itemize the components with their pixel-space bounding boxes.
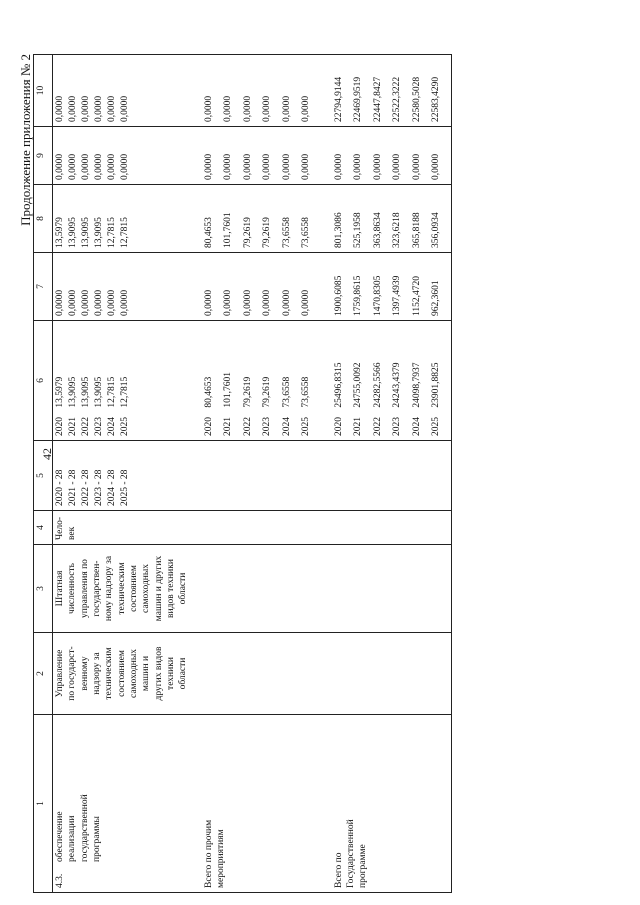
value: 0,0000	[81, 95, 91, 122]
year: 2025	[431, 417, 442, 436]
value: 0,0000	[94, 95, 104, 122]
text-line: области	[178, 657, 189, 690]
value: 0,0000	[120, 153, 130, 180]
text-line: техническим	[104, 647, 115, 700]
other-values-cell	[53, 55, 191, 127]
column-header: 3	[34, 545, 53, 633]
value: 22583,4290	[431, 76, 442, 122]
value: 2023 - 28	[94, 469, 104, 506]
value: 101,7601	[223, 212, 234, 248]
empty-cell	[191, 633, 321, 715]
table-row	[191, 55, 321, 893]
text-line: самоходных	[129, 649, 140, 698]
year: 2022	[372, 417, 383, 436]
year: 2024	[107, 417, 117, 436]
executor-cell	[53, 633, 191, 715]
text-line: Всего по прочим	[203, 819, 214, 888]
value: 12,7815	[107, 376, 117, 408]
column-header: 8	[34, 185, 53, 253]
local-values-cell	[321, 127, 452, 185]
value: 80,4653	[203, 217, 214, 248]
year: 2021	[68, 417, 78, 436]
text-line: ному надзору за	[104, 555, 115, 622]
table-row	[321, 55, 452, 893]
indicator-cell	[53, 545, 191, 633]
text-line: техники	[166, 657, 177, 690]
label-cell	[321, 715, 452, 893]
target-values-cell	[53, 441, 191, 511]
text-line: управления по	[79, 559, 90, 618]
value: 0,0000	[262, 153, 273, 180]
text-line: самоходных	[141, 564, 152, 613]
other-values-cell	[191, 55, 321, 127]
page-number: 42	[40, 448, 54, 460]
unit-cell	[53, 511, 191, 545]
value: 12,7815	[120, 217, 130, 248]
value: 0,0000	[223, 95, 234, 122]
value: 13,9095	[81, 217, 91, 248]
value: 0,0000	[120, 95, 130, 122]
local-values-cell	[191, 127, 321, 185]
value: 13,9095	[81, 376, 91, 408]
value: 0,0000	[68, 153, 78, 180]
value: 0,0000	[94, 153, 104, 180]
value: 2021 - 28	[68, 469, 78, 506]
value: 22469,9519	[353, 76, 364, 122]
regional-values-cell	[321, 185, 452, 253]
year: 2023	[94, 417, 104, 436]
empty-cell	[321, 545, 452, 633]
text-line: мероприятиям	[216, 829, 227, 888]
value: 0,0000	[301, 153, 312, 180]
value: 0,0000	[353, 153, 364, 180]
column-header: 1	[34, 715, 53, 893]
item-text	[54, 794, 103, 862]
text-line: государственной	[79, 794, 90, 862]
value: 0,0000	[333, 153, 344, 180]
text-line: венному	[79, 656, 90, 691]
column-header: 6	[34, 321, 53, 441]
other-values-cell	[321, 55, 452, 127]
text-line: области	[178, 572, 189, 605]
value: 12,7815	[120, 376, 130, 408]
value: 24282,5566	[372, 362, 383, 408]
year: 2021	[353, 417, 364, 436]
text-line: Штатная	[55, 570, 65, 607]
text-line: реализации	[67, 815, 78, 862]
value: 1470,8305	[372, 275, 383, 316]
value: 801,3086	[333, 212, 344, 248]
value: 13,9095	[68, 217, 78, 248]
value: 1397,4939	[392, 275, 403, 316]
text-line: Управление	[55, 649, 65, 698]
value: 0,0000	[55, 153, 65, 180]
empty-cell	[321, 511, 452, 545]
appendix-note: Продолжение приложения № 2	[18, 54, 33, 226]
value: 73,6558	[301, 217, 312, 248]
regional-values-cell	[53, 185, 191, 253]
value: 525,1958	[353, 212, 364, 248]
value: 0,0000	[203, 289, 214, 316]
label-cell	[191, 715, 321, 893]
regional-values-cell	[191, 185, 321, 253]
value: 25496,8315	[333, 362, 344, 408]
value: 356,0934	[431, 212, 442, 248]
text-line: по государст-	[67, 646, 78, 701]
value: 0,0000	[301, 95, 312, 122]
federal-values-cell	[191, 253, 321, 321]
value: 13,5979	[55, 217, 65, 248]
value: 2020 - 28	[55, 469, 65, 506]
value: 13,9095	[68, 376, 78, 408]
value: 0,0000	[411, 153, 422, 180]
local-values-cell	[53, 127, 191, 185]
value: 80,4653	[203, 376, 214, 408]
text-line: программы	[92, 816, 103, 862]
year: 2020	[55, 417, 65, 436]
value: 0,0000	[107, 289, 117, 316]
value: 1152,4720	[411, 275, 422, 316]
value: 0,0000	[242, 95, 253, 122]
value: 79,2619	[262, 217, 273, 248]
value: 79,2619	[262, 376, 273, 408]
empty-cell	[191, 511, 321, 545]
value: 0,0000	[281, 289, 292, 316]
year: 2024	[281, 417, 292, 436]
federal-values-cell	[321, 253, 452, 321]
value: 22580,5028	[411, 76, 422, 122]
value: 363,8634	[372, 212, 383, 248]
value: 0,0000	[81, 289, 91, 316]
value: 0,0000	[281, 95, 292, 122]
value: 2025 - 28	[120, 469, 130, 506]
value: 0,0000	[203, 153, 214, 180]
column-header: 5	[34, 441, 53, 511]
value: 0,0000	[262, 95, 273, 122]
value: 0,0000	[223, 289, 234, 316]
value: 24755,0092	[353, 362, 364, 408]
value: 0,0000	[55, 95, 65, 122]
text-line: Всего по	[333, 852, 344, 888]
value: 365,8188	[411, 212, 422, 248]
value: 73,6558	[281, 217, 292, 248]
program-table	[33, 54, 452, 893]
column-header: 10	[34, 55, 53, 127]
value: 962,3601	[431, 280, 442, 316]
text-line: обеспечение	[55, 811, 65, 862]
empty-cell	[321, 633, 452, 715]
year: 2022	[242, 417, 253, 436]
value: 0,0000	[81, 153, 91, 180]
text-line: государствен-	[92, 560, 103, 617]
value: 24098,7937	[411, 362, 422, 408]
text-line: техническим	[116, 562, 127, 615]
table-row	[53, 55, 191, 893]
item-cell	[53, 715, 191, 893]
value: 2024 - 28	[107, 469, 117, 506]
header-row	[34, 55, 53, 893]
value: 0,0000	[242, 153, 253, 180]
text-line: Чело-	[55, 516, 65, 540]
text-line: машин и	[141, 655, 152, 692]
value: 13,5979	[55, 376, 65, 408]
value: 12,7815	[107, 217, 117, 248]
value: 22522,3222	[392, 76, 403, 122]
year: 2023	[392, 417, 403, 436]
value: 0,0000	[94, 289, 104, 316]
value: 0,0000	[68, 289, 78, 316]
value: 0,0000	[372, 153, 383, 180]
empty-cell	[191, 545, 321, 633]
text-line: Государственной	[346, 819, 357, 888]
total-values-cell	[321, 321, 452, 441]
value: 0,0000	[120, 289, 130, 316]
value: 73,6558	[281, 376, 292, 408]
text-line: других видов	[153, 646, 164, 701]
text-line: состоянием	[129, 565, 140, 612]
year: 2024	[411, 417, 422, 436]
text-line: численность	[67, 563, 78, 614]
year: 2023	[262, 417, 273, 436]
value: 0,0000	[55, 289, 65, 316]
value: 1759,8615	[353, 275, 364, 316]
value: 0,0000	[431, 153, 442, 180]
value: 101,7601	[223, 372, 234, 408]
text-line: надзору за	[92, 652, 103, 695]
column-header: 9	[34, 127, 53, 185]
value: 13,9095	[94, 217, 104, 248]
value: 22794,9144	[333, 76, 344, 122]
value: 2022 - 28	[81, 469, 91, 506]
value: 79,2619	[242, 376, 253, 408]
value: 22447,8427	[372, 76, 383, 122]
text-line: состоянием	[116, 650, 127, 697]
value: 0,0000	[107, 95, 117, 122]
text-line: век	[67, 526, 78, 540]
column-header: 4	[34, 511, 53, 545]
value: 0,0000	[107, 153, 117, 180]
text-line: программе	[358, 844, 369, 888]
value: 0,0000	[242, 289, 253, 316]
value: 0,0000	[392, 153, 403, 180]
value: 79,2619	[242, 217, 253, 248]
value: 23901,8825	[431, 362, 442, 408]
value: 13,9095	[94, 376, 104, 408]
value: 0,0000	[262, 289, 273, 316]
year: 2022	[81, 417, 91, 436]
column-header: 2	[34, 633, 53, 715]
value: 1900,6085	[333, 275, 344, 316]
column-header: 7	[34, 253, 53, 321]
total-values-cell	[53, 321, 191, 441]
text-line: машин и других	[153, 555, 164, 622]
value: 0,0000	[203, 95, 214, 122]
text-line: видов техники	[166, 559, 177, 618]
value: 0,0000	[223, 153, 234, 180]
year: 2025	[120, 417, 130, 436]
value: 0,0000	[301, 289, 312, 316]
item-code: 4.3.	[55, 873, 65, 888]
year: 2021	[223, 417, 234, 436]
value: 0,0000	[68, 95, 78, 122]
year: 2025	[301, 417, 312, 436]
federal-values-cell	[53, 253, 191, 321]
empty-cell	[321, 441, 452, 511]
value: 73,6558	[301, 376, 312, 408]
value: 323,6218	[392, 212, 403, 248]
value: 24243,4379	[392, 362, 403, 408]
empty-cell	[191, 441, 321, 511]
year: 2020	[333, 417, 344, 436]
value: 0,0000	[281, 153, 292, 180]
total-values-cell	[191, 321, 321, 441]
year: 2020	[203, 417, 214, 436]
